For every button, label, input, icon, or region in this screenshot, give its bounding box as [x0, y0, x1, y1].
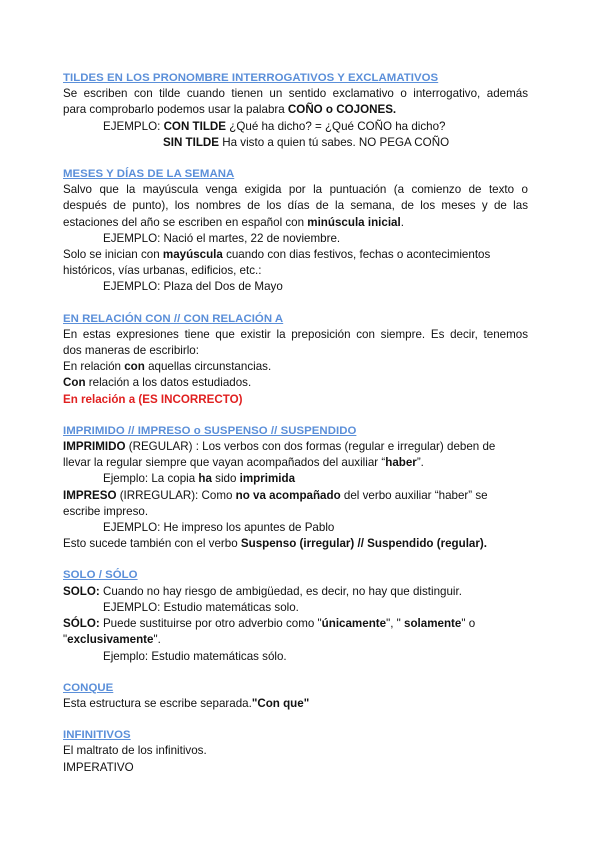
paragraph-line: Esto sucede también con el verbo Suspenso (irregular) // Suspendido (regular).	[63, 537, 487, 551]
paragraph-line: estaciones del año se escriben en español con minúscula inicial.	[63, 215, 404, 229]
incorrect-note: En relación a (ES INCORRECTO)	[63, 392, 243, 406]
paragraph-line: después de punto), los nombres de los días de la semana, de los meses y de las	[63, 199, 528, 213]
heading-infinitivos: INFINITIVOS	[63, 729, 131, 742]
paragraph-line: Con relación a los datos estudiados.	[63, 376, 252, 390]
paragraph-line: escribe impreso.	[63, 504, 149, 518]
section-conque	[63, 680, 528, 712]
section-solo	[63, 567, 528, 664]
paragraph-line: IMPRESO (IRREGULAR): Como no va acompañado del verbo auxiliar “haber” se	[63, 488, 488, 502]
example-line: Ejemplo: Estudio matemáticas sólo.	[103, 649, 287, 663]
paragraph-line: llevar la regular siempre que vayan acompañados del auxiliar “haber”.	[63, 456, 424, 470]
paragraph-line: En relación con aquellas circunstancias.	[63, 360, 272, 374]
paragraph-line: IMPRIMIDO (REGULAR) : Los verbos con dos formas (regular e irregular) deben de	[63, 440, 496, 454]
example-line: EJEMPLO: Nació el martes, 22 de noviembre.	[103, 231, 341, 245]
section-tildes	[63, 70, 528, 151]
example-line: EJEMPLO: Estudio matemáticas solo.	[103, 600, 299, 614]
paragraph-line: Se escriben con tilde cuando tienen un sentido exclamativo o interrogativo, además	[63, 87, 528, 101]
heading-meses: MESES Y DÍAS DE LA SEMANA	[63, 168, 235, 181]
example-line: EJEMPLO: He impreso los apuntes de Pablo	[103, 521, 335, 535]
paragraph-line: Esta estructura se escribe separada."Con que"	[63, 696, 310, 710]
example-line: Ejemplo: La copia ha sido imprimida	[103, 472, 296, 486]
document-page	[63, 70, 528, 791]
example-line: EJEMPLO: Plaza del Dos de Mayo	[103, 280, 283, 294]
paragraph-line: SÓLO: Puede sustituirse por otro adverbio como "únicamente", " solamente" o	[63, 617, 476, 631]
heading-tildes: TILDES EN LOS PRONOMBRE INTERROGATIVOS Y EXCLAMATIVOS	[63, 72, 439, 84]
section-imprimido	[63, 423, 528, 553]
section-meses	[63, 166, 528, 296]
heading-relacion: EN RELACIÓN CON // CON RELACIÓN A	[63, 312, 284, 325]
example-line: EJEMPLO: CON TILDE ¿Qué ha dicho? = ¿Qué COÑO ha dicho?	[103, 119, 446, 133]
heading-conque: CONQUE	[63, 681, 114, 694]
section-infinitivos	[63, 727, 528, 776]
heading-imprimido: IMPRIMIDO // IMPRESO o SUSPENSO // SUSPENDIDO	[63, 424, 357, 437]
paragraph-line: El maltrato de los infinitivos.	[63, 744, 207, 758]
paragraph-line: para comprobarlo podemos usar la palabra COÑO o COJONES.	[63, 103, 397, 117]
paragraph-line: Salvo que la mayúscula venga exigida por la puntuación (a comienzo de texto o	[63, 183, 528, 197]
example-line: SIN TILDE Ha visto a quien tú sabes. NO PEGA COÑO	[163, 135, 450, 149]
paragraph-line: históricos, vías urbanas, edificios, etc.:	[63, 264, 262, 278]
paragraph-line: "exclusivamente".	[63, 633, 161, 647]
paragraph-line: dos maneras de escribirlo:	[63, 344, 199, 358]
paragraph-line: En estas expresiones tiene que existir la preposición con siempre. Es decir, tenemos	[63, 327, 528, 341]
paragraph-line: SOLO: Cuando no hay riesgo de ambigüedad, es decir, no hay que distinguir.	[63, 584, 462, 598]
section-relacion	[63, 311, 528, 408]
heading-solo: SOLO / SÓLO	[63, 569, 138, 582]
paragraph-line: Solo se inician con mayúscula cuando con dias festivos, fechas o acontecimientos	[63, 248, 491, 262]
paragraph-line: IMPERATIVO	[63, 760, 134, 774]
